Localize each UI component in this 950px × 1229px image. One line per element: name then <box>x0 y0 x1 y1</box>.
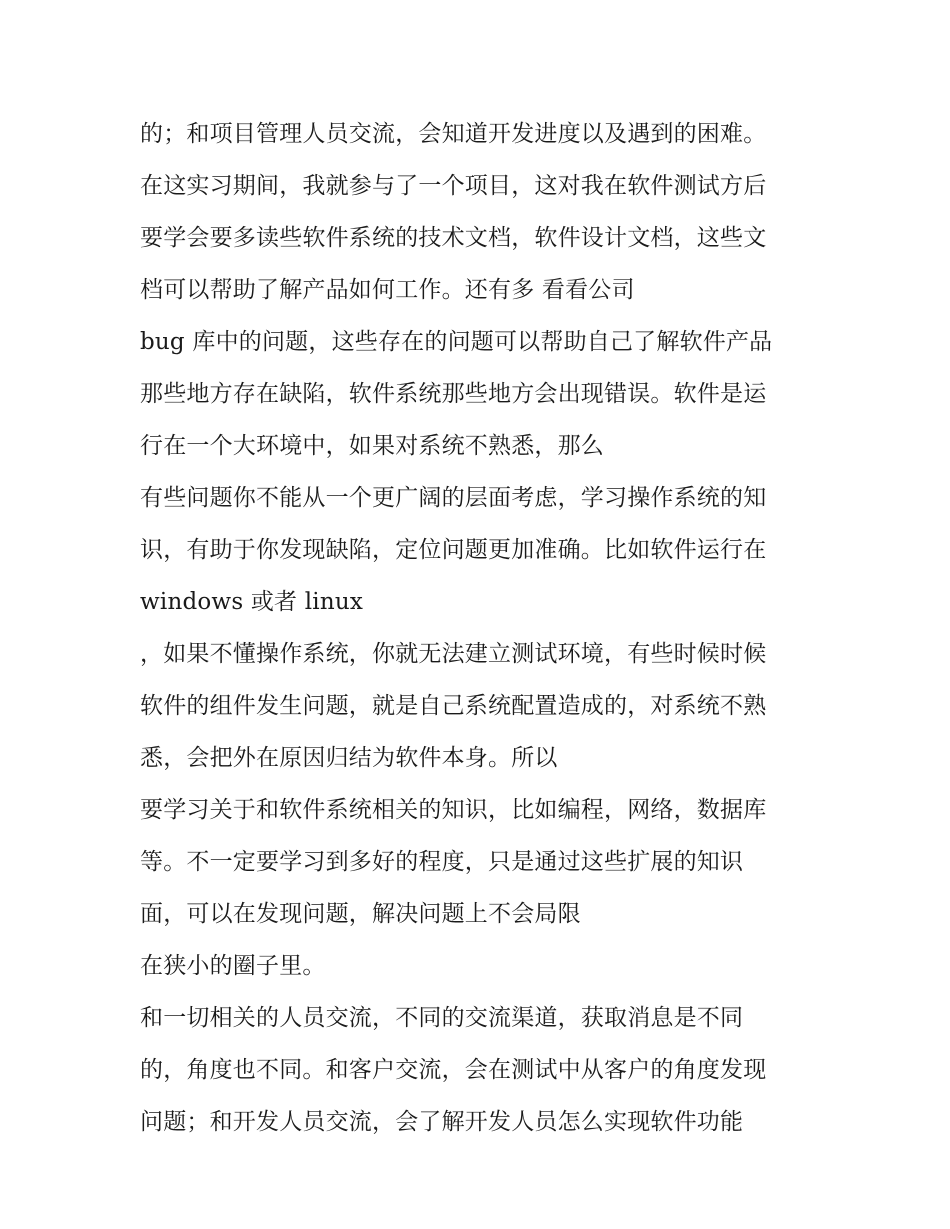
text-line: 的；和项目管理人员交流，会知道开发进度以及遇到的困难。 <box>140 121 767 147</box>
text-line: 软件的组件发生问题，就是自己系统配置造成的，对系统不熟 <box>140 693 767 719</box>
text-line: 行在一个大环境中，如果对系统不熟悉，那么 <box>140 433 604 459</box>
text-line: 在这实习期间，我就参与了一个项目，这对我在软件测试方后 <box>140 173 767 199</box>
text-line: windows 或者 linux <box>140 589 364 615</box>
text-line: ，如果不懂操作系统，你就无法建立测试环境，有些时候时候 <box>140 641 767 667</box>
body-text <box>140 108 830 1148</box>
text-line: 档可以帮助了解产品如何工作。还有多 看看公司 <box>140 277 635 303</box>
text-line: 有些问题你不能从一个更广阔的层面考虑，学习操作系统的知 <box>140 485 767 511</box>
text-line: 在狭小的圈子里。 <box>140 953 326 979</box>
text-line: 的，角度也不同。和客户交流，会在测试中从客户的角度发现 <box>140 1057 767 1083</box>
text-line: 和一切相关的人员交流，不同的交流渠道，获取消息是不同 <box>140 1005 744 1031</box>
text-line: bug 库中的问题，这些存在的问题可以帮助自己了解软件产品 <box>140 329 773 355</box>
text-line: 等。不一定要学习到多好的程度，只是通过这些扩展的知识 <box>140 849 744 875</box>
text-line: 那些地方存在缺陷，软件系统那些地方会出现错误。软件是运 <box>140 381 767 407</box>
text-line: 要学习关于和软件系统相关的知识，比如编程，网络，数据库 <box>140 797 767 823</box>
text-line: 问题；和开发人员交流，会了解开发人员怎么实现软件功能 <box>140 1109 744 1135</box>
text-line: 面，可以在发现问题，解决问题上不会局限 <box>140 901 581 927</box>
text-line: 要学会要多读些软件系统的技术文档，软件设计文档，这些文 <box>140 225 767 251</box>
text-line: 悉，会把外在原因归结为软件本身。所以 <box>140 745 558 771</box>
text-line: 识，有助于你发现缺陷，定位问题更加准确。比如软件运行在 <box>140 537 767 563</box>
